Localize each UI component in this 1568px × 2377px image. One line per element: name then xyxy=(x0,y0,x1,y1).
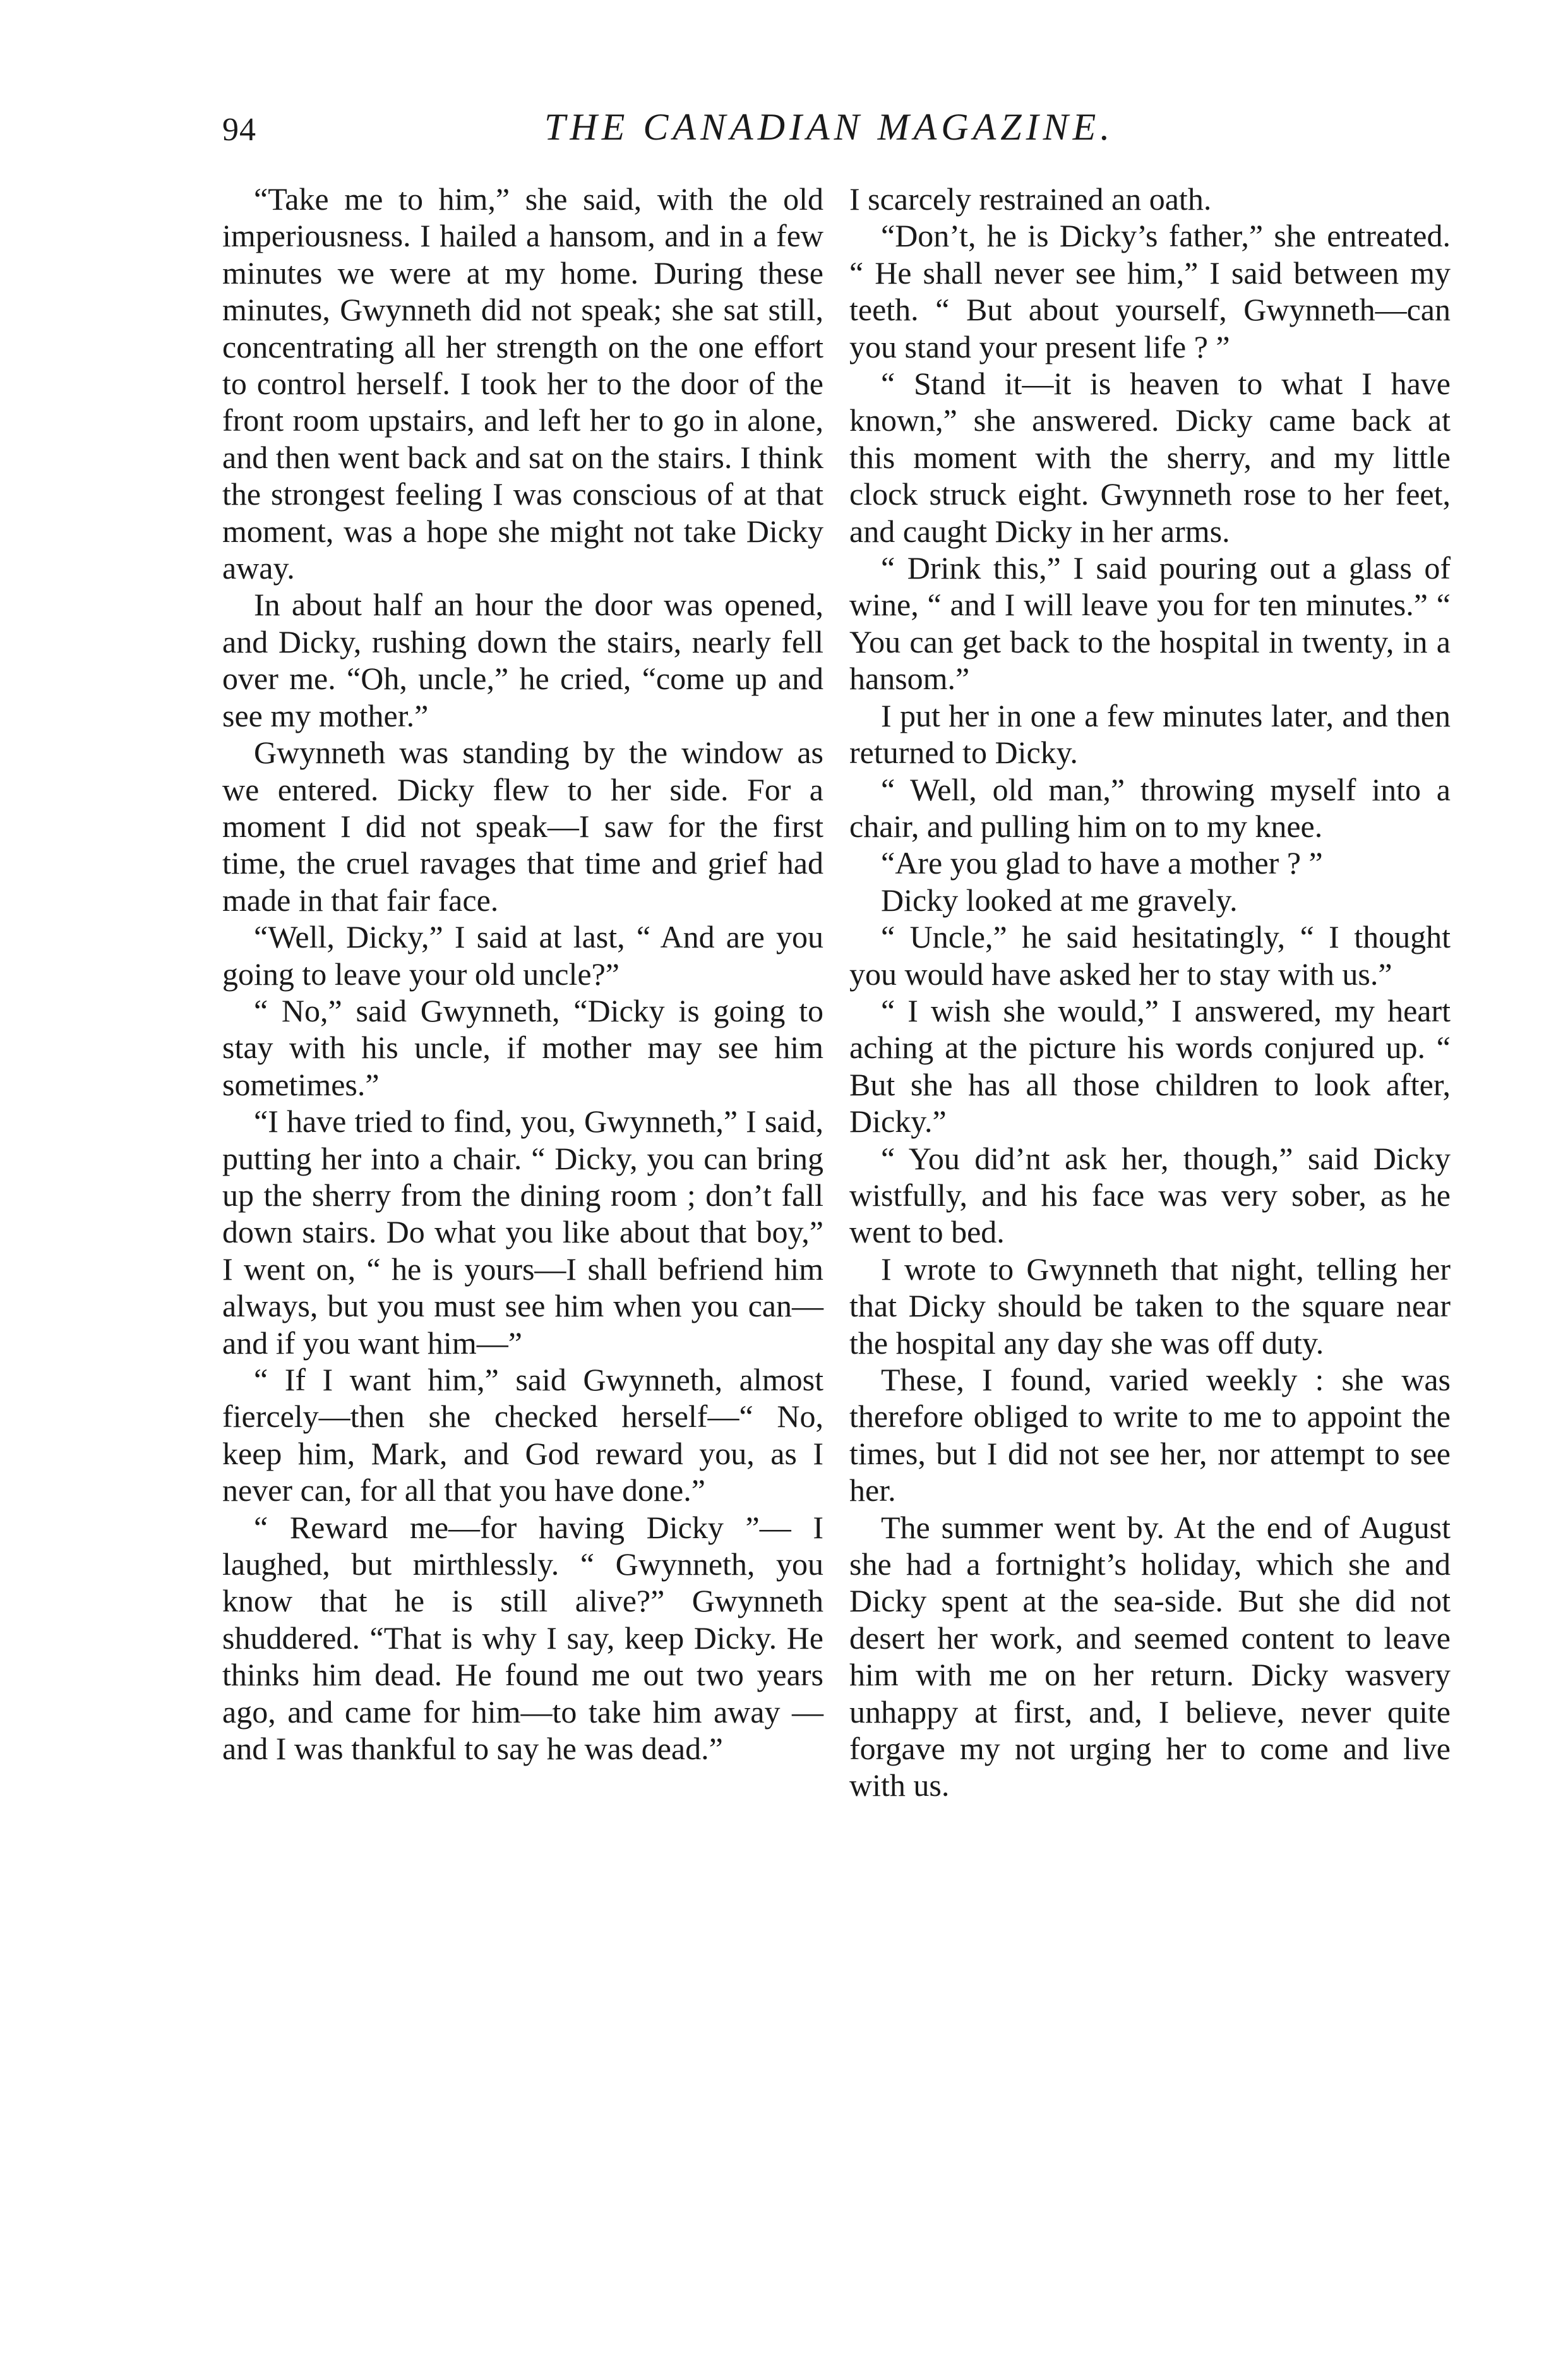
paragraph: “ No,” said Gwynneth, “Dicky is going to stay with his uncle, if mother may see him sometimes.” xyxy=(222,992,823,1102)
paragraph: “ Well, old man,” throwing myself into a chair, and pulling him on to my knee. xyxy=(849,771,1451,844)
paragraph: In about half an hour the door was opened, and Dicky, rushing down the stairs, nearly fell over me. “Oh, uncle,” he cried, “come up and see my mother.” xyxy=(222,587,823,733)
paragraph: “ Uncle,” he said hesitatingly, “ I thought you would have asked her to stay with us.” xyxy=(849,919,1451,992)
paragraph: “ I wish she would,” I answered, my heart aching at the picture his words conjured up. “ But she has all those children to look after, Dicky.” xyxy=(849,992,1451,1140)
paragraph: I scarcely restrained an oath. xyxy=(849,181,1212,217)
paragraph: “Take me to him,” she said, with the old imperiousness. I hailed a hansom, and in a few minutes we were at my home. During these minutes, Gwynneth did not speak; she sat still, concentrating all her strength on the one effort to control herself. I took her to the door of the front room upstairs, and left her to go in alone, and then went back and sat on the stairs. I think the strongest feeling I was conscious of at that moment, was a hope she might not take Dicky away. xyxy=(222,181,823,586)
paragraph: I put her in one a few minutes later, and then returned to Dicky. xyxy=(849,697,1451,771)
text-column-right xyxy=(849,181,1451,1804)
paragraph: “Are you glad to have a mother ? ” xyxy=(881,845,1323,881)
paragraph: “ Reward me—for having Dicky ”— I laughed, but mirthlessly. “ Gwynneth, you know that he is still alive?” Gwynneth shuddered. “That is why I say, keep Dicky. He thinks him dead. He found me out two years ago, and came for him—to take him away —and I was thankful to say he was dead.” xyxy=(222,1509,823,1767)
paragraph: “ If I want him,” said Gwynneth, almost fiercely—then she checked herself—“ No, keep him, Mark, and God reward you, as I never can, for all that you have done.” xyxy=(222,1362,823,1508)
paragraph: These, I found, varied weekly : she was therefore obliged to write to me to appoint the times, but I did not see her, nor attempt to see her. xyxy=(849,1362,1451,1508)
paragraph: “ Drink this,” I said pouring out a glass of wine, “ and I will leave you for ten minutes.” “ You can get back to the hospital in twenty, in a hansom.” xyxy=(849,550,1451,697)
running-title: THE CANADIAN MAGAZINE. xyxy=(544,106,1115,148)
paragraph: The summer went by. At the end of August she had a fortnight’s holiday, which she and Dicky spent at the sea-side. But she did not desert her work, and seemed content to leave him with me on her return. Dicky wasvery unhappy at first, and, I believe, never quite forgave my not urging her to come and live with us. xyxy=(849,1509,1451,1803)
paragraph: “ Stand it—it is heaven to what I have known,” she answered. Dicky came back at this moment with the sherry, and my little clock struck eight. Gwynneth rose to her feet, and caught Dicky in her arms. xyxy=(849,366,1451,549)
paragraph: “Well, Dicky,” I said at last, “ And are you going to leave your old uncle?” xyxy=(222,919,823,992)
text-column-left xyxy=(222,181,823,1767)
paragraph: Gwynneth was standing by the window as we entered. Dicky flew to her side. For a moment I did not speak—I saw for the first time, the cruel ravages that time and grief had made in that fair face. xyxy=(222,735,823,918)
paragraph: I wrote to Gwynneth that night, telling her that Dicky should be taken to the square near the hospital any day she was off duty. xyxy=(849,1251,1451,1361)
paragraph: “I have tried to find, you, Gwynneth,” I said, putting her into a chair. “ Dicky, you can bring up the sherry from the dining room ; don’t fall down stairs. Do what you like about that boy,” I went on, “ he is yours—I shall befriend him always, but you must see him when you can—and if you want him—” xyxy=(222,1104,823,1361)
paragraph: Dicky looked at me gravely. xyxy=(881,882,1238,918)
paragraph: “ You did’nt ask her, though,” said Dicky wistfully, and his face was very sober, as he went to bed. xyxy=(849,1140,1451,1250)
paragraph: “Don’t, he is Dicky’s father,” she entreated. “ He shall never see him,” I said between my teeth. “ But about yourself, Gwynneth—can you stand your present life ? ” xyxy=(849,218,1451,364)
page-number: 94 xyxy=(222,112,256,148)
